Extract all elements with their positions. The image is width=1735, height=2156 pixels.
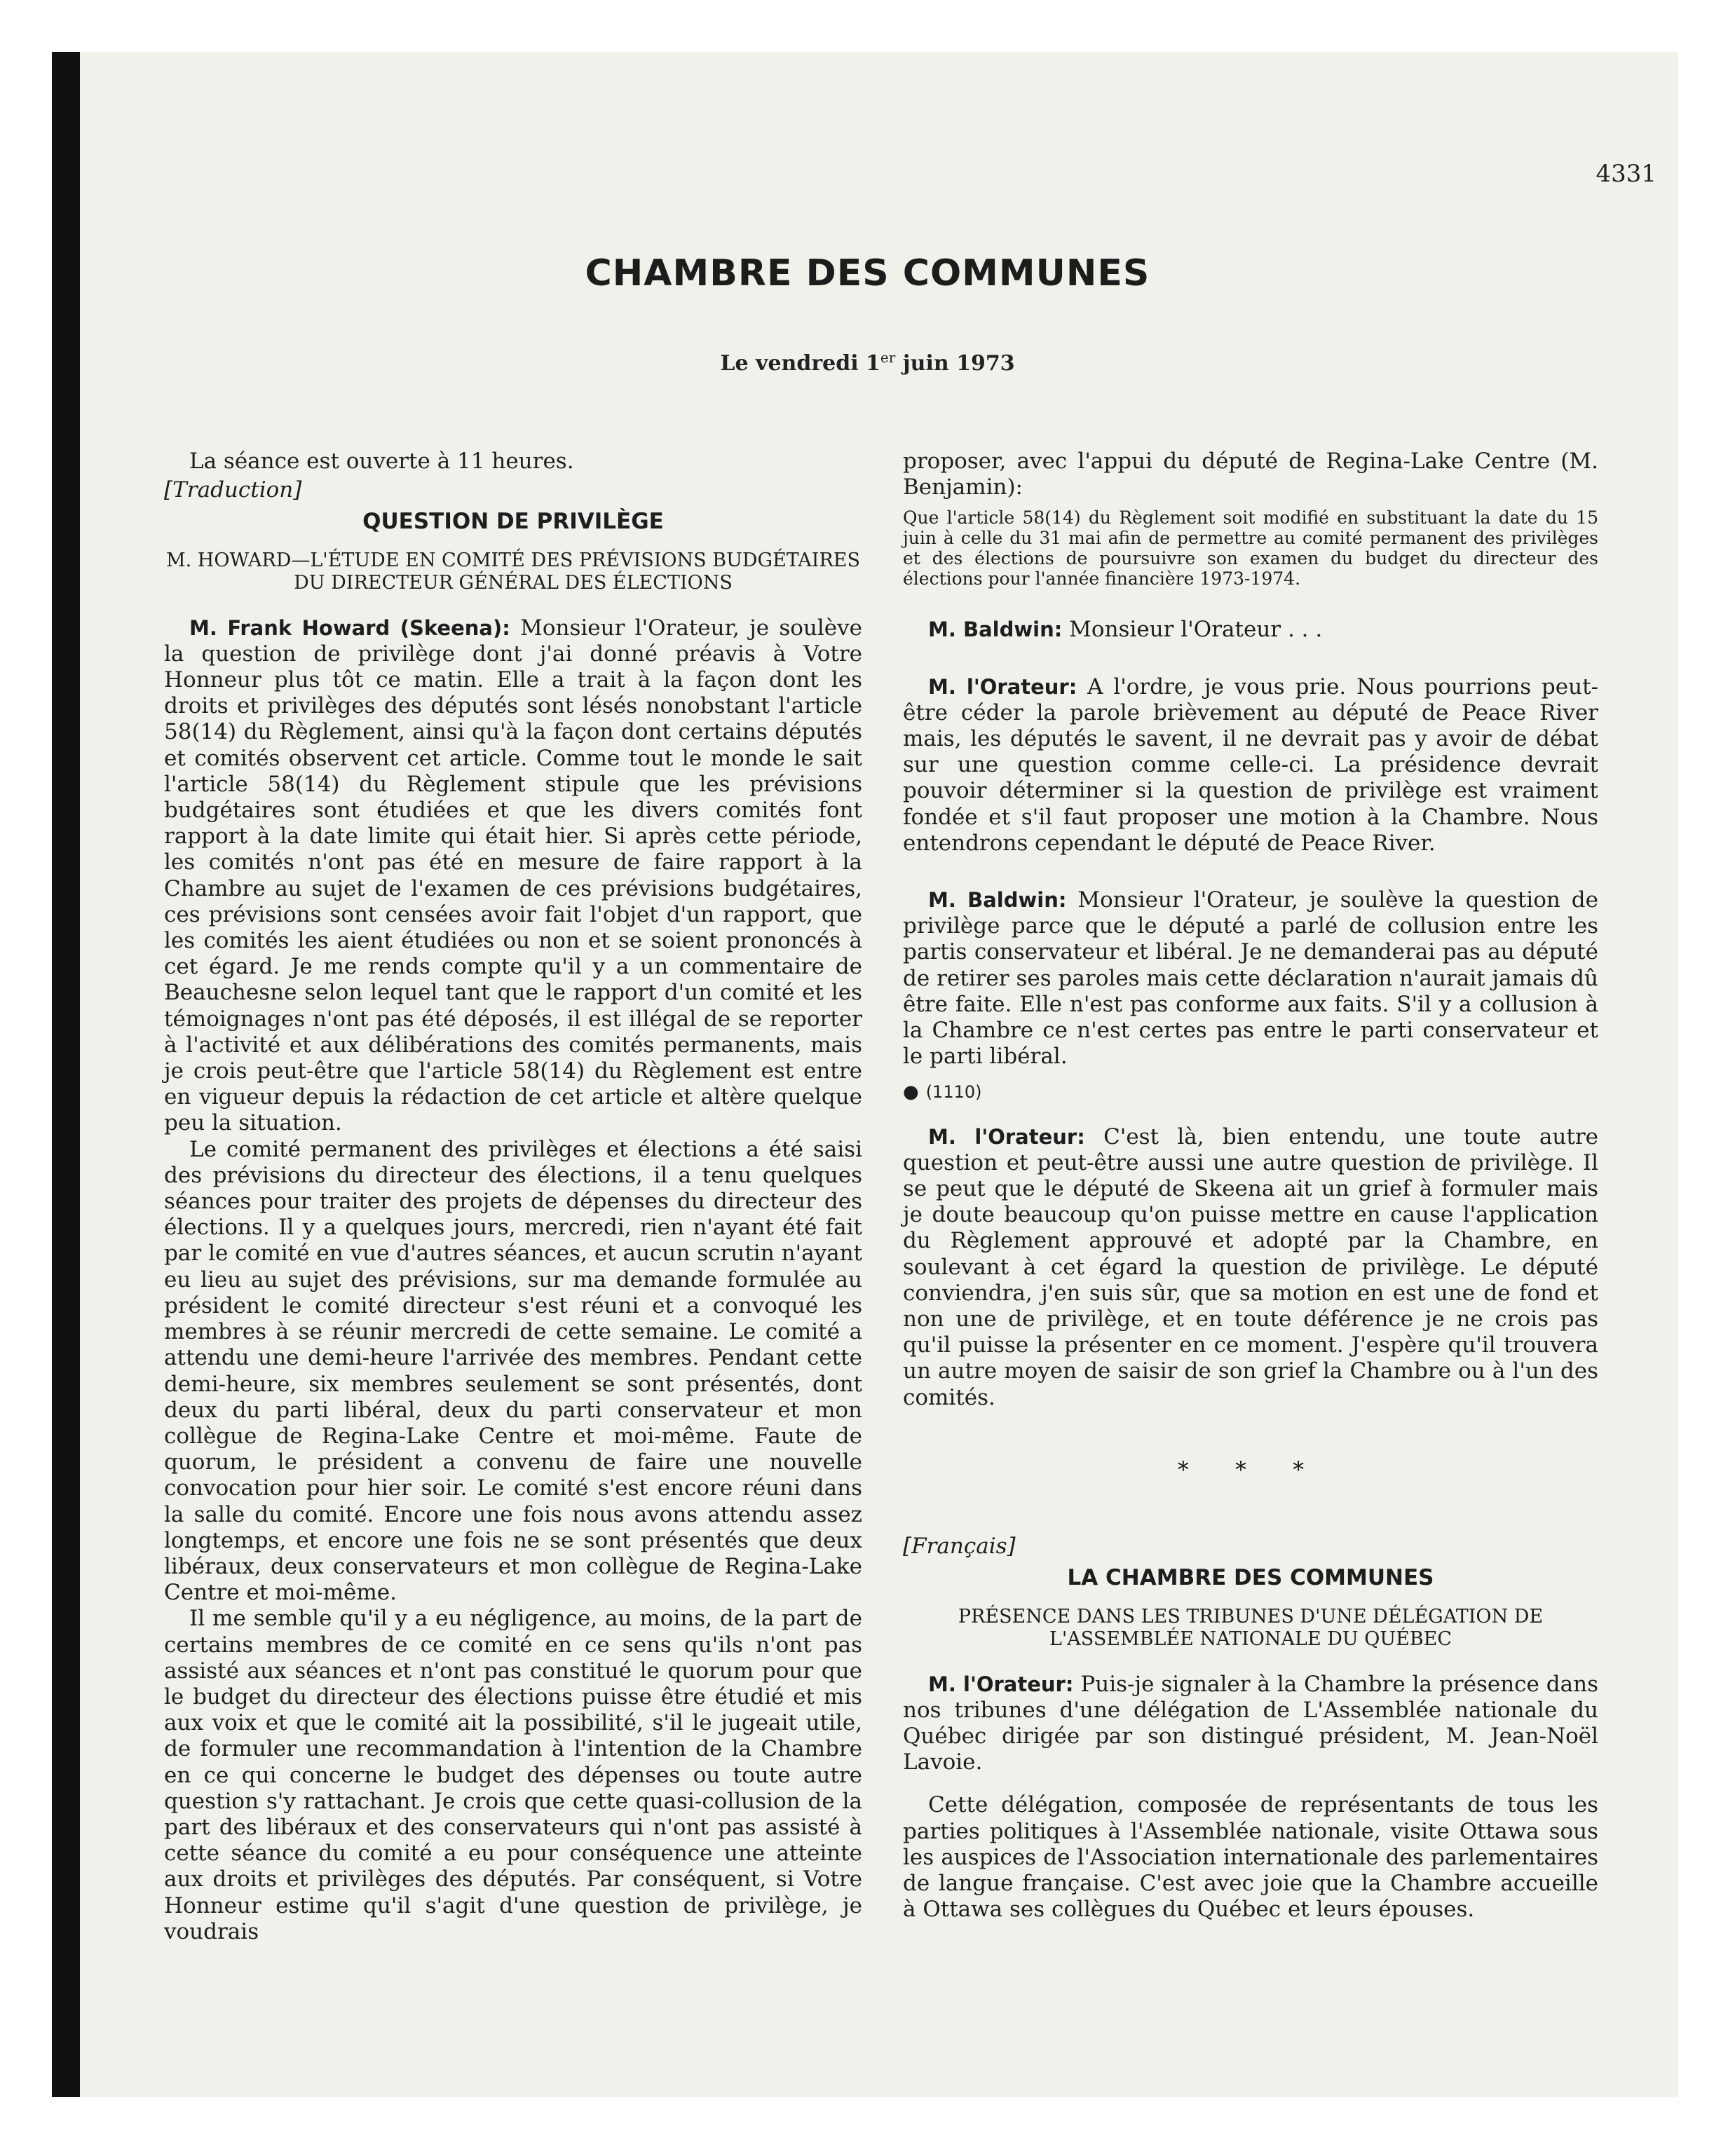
- page-title: CHAMBRE DES COMMUNES: [585, 252, 1150, 294]
- speech-paragraph: Cette délégation, composée de représentants de tous les parties politiques à l'Assemblée nationale, visite Ottawa sous les auspices de l'Association internationale des parlementaires de langue française. C'est avec joie que la Chambre accueille à Ottawa ses collègues du Québec et leurs épouses.: [903, 1792, 1598, 1923]
- speech-text: Monsieur l'Orateur . . .: [1062, 617, 1323, 643]
- speaker-name: M. Baldwin:: [928, 888, 1067, 913]
- timestamp: [903, 1079, 1598, 1105]
- speech-text: Monsieur l'Orateur, je soulève la question de privilège parce que le député a parlé de collusion entre les partis conservateur et libéral. Je ne demanderai pas au député de retirer ses paroles mais cette déclaration n'aurait jamais dû être faite. Elle n'est pas conforme aux faits. S'il y a collusion à la Chambre ce n'est certes pas entre le parti conservateur et le parti libéral.: [903, 887, 1598, 1070]
- section-heading: LA CHAMBRE DES COMMUNES: [1067, 1565, 1434, 1591]
- left-column: [164, 449, 862, 1945]
- speech-paragraph: [903, 1672, 1598, 1776]
- timestamp-text: (1110): [925, 1082, 982, 1103]
- speech-text: Puis-je signaler à la Chambre la présence dans nos tribunes d'une délégation de L'Assemblée nationale du Québec dirigée par son distingué président, M. Jean-Noël Lavoie.: [903, 1671, 1598, 1775]
- speech-text: C'est là, bien entendu, une toute autre question et peut-être aussi une autre question de privilège. Il se peut que le député de Skeena ait un grief à formuler mais je doute beaucoup qu'on puisse mettre en cause l'application du Règlement approuvé et adopté par la Chambre, en soulevant à cet égard la question de privilège. Le député conviendra, j'en suis sûr, que sa motion en est une de fond et non une de privilège, et en toute déférence je ne crois pas qu'il puisse la présenter en ce moment. J'espère qu'il trouvera un autre moyen de saisir de son grief la Chambre ou à l'un des comités.: [903, 1124, 1598, 1410]
- right-column: [903, 449, 1598, 1923]
- speech-text: A l'ordre, je vous prie. Nous pourrions peut-être céder la parole brièvement au député de Peace River mais, les députés le savent, il ne devrait pas y avoir de débat sur une question comme celle-ci. La présidence devrait pouvoir déterminer si la question de privilège est vraiment fondée et s'il faut proposer une motion à la Chambre. Nous entendrons cependant le député de Peace River.: [903, 674, 1598, 856]
- speech-paragraph: Le comité permanent des privilèges et élections a été saisi des prévisions du directeur des élections, il a tenu quelques séances pour traiter des projets de dépenses du directeur des élections. Il y a quelques jours, mercredi, rien n'ayant été fait par le comité en vue d'autres séances, et aucun scrutin n'ayant eu lieu au sujet des prévisions, sur ma demande formulée au président le comité directeur s'est réuni et a convoqué les membres à se réunir mercredi de cette semaine. Le comité a attendu une demi-heure l'arrivée des membres. Pendant cette demi-heure, six membres seulement se sont présentés, dont deux du parti libéral, deux du parti conservateur et mon collègue de Regina-Lake Centre et moi-même. Faute de quorum, le président a convenu de faire une nouvelle convocation pour hier soir. Le comité s'est encore réuni dans la salle du comité. Encore une fois nous avons attendu assez longtemps, et encore une fois ne se sont présentés que deux libéraux, deux conservateurs et mon collègue de Regina-Lake Centre et moi-même.: [164, 1136, 862, 1606]
- date-prefix: Le vendredi 1: [720, 351, 880, 376]
- speech-paragraph: [903, 674, 1598, 857]
- speech-paragraph: [164, 615, 862, 1137]
- speech-text: Monsieur l'Orateur, je soulève la question de privilège dont j'ai donné préavis à Votre Honneur plus tôt ce matin. Elle a trait à la façon dont les droits et privilèges des députés sont lésés nonobstant l'article 58(14) du Règlement, ainsi qu'à la façon dont certains députés et comités observent cet article. Comme tout le monde le sait l'article 58(14) du Règlement stipule que les prévisions budgétaires sont étudiées et que les divers comités font rapport à la date limite qui était hier. Si après cette période, les comités n'ont pas été en mesure de faire rapport à la Chambre au sujet de l'examen de ces prévisions budgétaires, ces prévisions sont censées avoir fait l'objet d'un rapport, que les comités les aient étudiées ou non et se soient prononcés à cet égard. Je me rends compte qu'il y a un commentaire de Beauchesne selon lequel tant que le rapport d'un comité et les témoignages n'ont pas été déposés, il est illégal de se reporter à l'activité et aux délibérations des comités permanents, mais je crois peut-être que l'article 58(14) du Règlement est entre en vigueur depuis la rédaction de cet article et altère quelque peu la situation.: [164, 615, 862, 1136]
- speaker-name: M. l'Orateur:: [928, 1124, 1085, 1149]
- speaker-name: M. Frank Howard (Skeena):: [189, 615, 510, 640]
- speech-paragraph: [903, 1124, 1598, 1411]
- sitting-date: [0, 349, 1735, 376]
- opening-line: La séance est ouverte à 11 heures.: [189, 449, 574, 474]
- section-heading: QUESTION DE PRIVILÈGE: [362, 509, 664, 535]
- speaker-name: M. l'Orateur:: [928, 1672, 1074, 1696]
- speech-paragraph: [903, 887, 1598, 1070]
- motion-text: Que l'article 58(14) du Règlement soit modifié en substituant la date du 15 juin à celle du 31 mai afin de permettre au comité permanent des privilèges et des élections de poursuivre son examen du budget du directeur des élections pour l'année financière 1973-1974.: [903, 507, 1598, 589]
- section-separator: * * *: [1177, 1456, 1324, 1483]
- page-number: 4331: [1595, 160, 1656, 188]
- language-marker: [Français]: [903, 1534, 1016, 1560]
- speaker-name: M. l'Orateur:: [928, 674, 1077, 699]
- speech-paragraph: [903, 617, 1598, 643]
- bullet-icon: ●: [903, 1082, 919, 1103]
- speaker-name: M. Baldwin:: [928, 618, 1063, 642]
- speech-paragraph: Il me semble qu'il y a eu négligence, au moins, de la part de certains membres de ce comité en ce sens qu'ils n'ont pas assisté aux séances et n'ont pas constitué le quorum pour que le budget du directeur des élections puisse être étudié et mis aux voix et que le comité ait la possibilité, s'il le jugeait utile, de formuler une recommandation à l'intention de la Chambre en ce qui concerne le budget des dépenses ou toute autre question s'y rattachant. Je crois que cette quasi-collusion de la part des libéraux et des conservateurs qui n'ont pas assisté à cette séance du comité a eu pour conséquence une atteinte aux droits et privilèges des députés. Par conséquent, si Votre Honneur estime qu'il s'agit d'une question de privilège, je voudrais: [164, 1606, 862, 1944]
- speech-continuation: proposer, avec l'appui du député de Regina-Lake Centre (M. Benjamin):: [903, 449, 1598, 500]
- date-suffix: juin 1973: [895, 351, 1015, 376]
- section-subheading: M. HOWARD—L'ÉTUDE EN COMITÉ DES PRÉVISIONS BUDGÉTAIRES DU DIRECTEUR GÉNÉRAL DES ÉLECTIONS: [165, 549, 861, 594]
- language-marker: [Traduction]: [164, 477, 302, 503]
- section-subheading: PRÉSENCE DANS LES TRIBUNES D'UNE DÉLÉGATION DE L'ASSEMBLÉE NATIONALE DU QUÉBEC: [958, 1605, 1544, 1650]
- date-superscript: er: [880, 349, 896, 366]
